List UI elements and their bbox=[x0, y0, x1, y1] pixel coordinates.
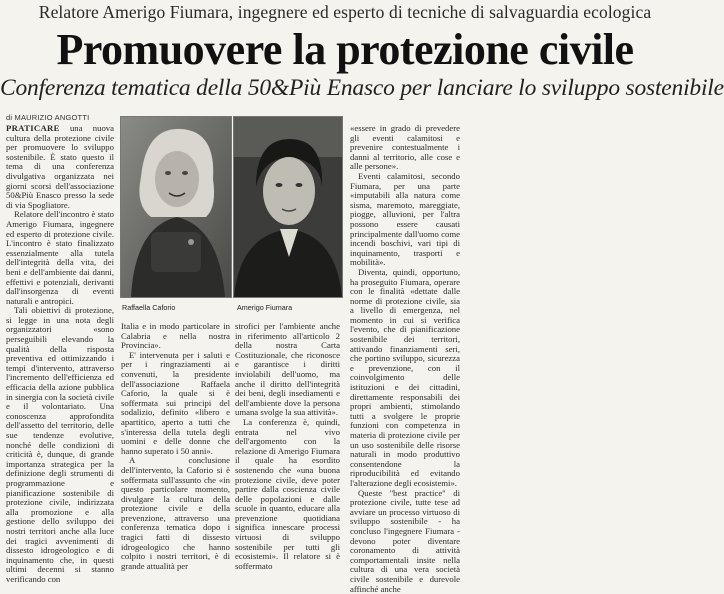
paragraph: strofici per l'ambiente anche in riferimento all'articolo 2 della nostra Carta Costituzionale, che riconosce e garantisce i diritti inviolabili dell'uomo, ma anche il diritto dell'integrità dei beni, degli insediamenti e dell'ambiente dove la persona umana svolge la sua attività». bbox=[235, 321, 340, 418]
article-column-3 bbox=[235, 321, 340, 571]
paragraph: Queste "best practice" di protezione civile, tutte tese ad avviare un processo virtuoso di sviluppo sostenibile - ha concluso l'ingegnere Fiumara - devono poter diventare coronamento di attività comportamentali insite nella cultura di una vera società civile sostenibile e durevole affinché anche bbox=[350, 487, 460, 594]
headline: Promuovere la protezione civile bbox=[56, 25, 634, 74]
paragraph: La conferenza è, quindi, entrata nel vivo dell'argomento con la relazione di Amerigo Fiumara il quale ha esordito sostenendo che «una buona protezione civile, deve poter partire dalla coscienza civile delle popolazioni e dalle scuole in quanto, educare alla prevenzione quotidiana significa innescare processi virtuosi di sviluppo sostenibile per tutti gli ecosistemi». Il relatore si è soffermato bbox=[235, 416, 340, 571]
byline: di MAURIZIO ANGOTTI bbox=[6, 113, 90, 122]
article-column-1 bbox=[6, 123, 114, 584]
paragraph: «essere in grado di prevedere gli eventi calamitosi e prevenire contestualmente i danni al territorio, alle cose e alle persone». bbox=[350, 123, 460, 172]
paragraph: Tali obiettivi di protezione, si legge in una nota degli organizzatori «sono perseguibili elevando la qualità della risposta preventiva ed ottimizzando i tempi d'intervento, attraverso l'incremento dell'efficienza ed efficacia della azione pubblica in sinergia con la società civile e il volontariato. Una conoscenza approfondita dell'assetto del territorio, delle sue tendenze evolutive, nonché delle condizioni di criticità è, dunque, di grande importanza strategica per la definizione degli strumenti di programmazione e pianificazione sostenibile di protezione civile, indirizzata alla promozione e alla gestione dello sviluppo dei nostri territori anche alla luce dei tragici avvenimenti di dissesto idrogeologico e di inquinamento che, in questi ultimi decenni si stanno verificando con bbox=[6, 305, 114, 584]
paragraph: Italia e in modo particolare in Calabria e nella nostra Provincia». bbox=[121, 321, 230, 351]
photo-caption: Raffaella Caforio bbox=[122, 303, 176, 312]
paragraph: Relatore dell'incontro è stato Amerigo Fiumara, ingegnere ed esperto di protezione civile. L'incontro è stato finalizzato essenzialmente alla tutela dell'integrità della vita, dei beni e dell'ambiente dai danni, effettivi e potenziali, derivanti dall'insorgenza di eventi naturali e antropici. bbox=[6, 209, 114, 306]
subheadline: Conferenza tematica della 50&Più Enasco per lanciare lo sviluppo sostenibile bbox=[0, 75, 724, 101]
paragraph: Eventi calamitosi, secondo Fiumara, per una parte «imputabili alla natura come sisma, maremoto, mareggiate, piogge, alluvioni, per l'altra possono essere causati principalmente dall'uomo come incendi boschivi, vari tipi di inquinamento, trasporti e mobilità». bbox=[350, 170, 460, 268]
article-column-4 bbox=[350, 123, 460, 594]
paragraph: E' intervenuta per i saluti e per i ringraziamenti ai convenuti, la presidente dell'associazione Raffaela Caforio, la quale si è soffermata sui principi del sodalizio, definito «libero e apartitico, aperto a tutti che s'interessa della tutela degli uomini e delle donne che hanno superato i 50 anni». bbox=[121, 349, 230, 456]
lead-paragraph: una nuova cultura della protezione civile per promuovere lo sviluppo sostenibile. È stato questo il tema di una conferenza divulgativa organizzata nei giorni scorsi dell'associazione 50&Più Enasco presso la sede di via Spogliatore. bbox=[6, 123, 114, 210]
paragraph: Diventa, quindi, opportuno, ha proseguito Fiumara, operare con le finalità «dettate dalle norme di protezione civile, sia a livello di emergenza, nel momento in cui si verifica l'evento, che di pianificazione sostenibile dei territori, attivando finanziamenti seri, che portino sviluppo, sicurezza e prevenzione, con il coinvolgimento delle istituzioni e dei cittadini, direttamente responsabili dei propri ambienti, stimolando tutti a svolgere le proprie funzioni con competenza in materia di protezione civile per un uso sostenibile delle risorse naturali in modo produttivo consentendone la riproducibilità ed evitando l'alterazione degli ecosistemi». bbox=[350, 266, 460, 488]
paragraph: A conclusione dell'intervento, la Caforio si è soffermata sull'assunto che «in questo particolare momento, divulgare la cultura della protezione civile e della prevenzione, attraverso una conferenza tematica dopo i tragici fatti di dissesto idrogeologico che hanno colpito i nostri territori, è di grande attualità per bbox=[121, 455, 230, 571]
photo-raffaella-caforio bbox=[120, 116, 232, 298]
lead-word: PRATICARE bbox=[6, 123, 60, 133]
article-column-2 bbox=[121, 321, 230, 571]
photo-caption: Amerigo Fiumara bbox=[237, 303, 293, 312]
photo-amerigo-fiumara bbox=[233, 116, 343, 298]
kicker: Relatore Amerigo Fiumara, ingegnere ed esperto di tecniche di salvaguardia ecologica bbox=[38, 2, 652, 22]
